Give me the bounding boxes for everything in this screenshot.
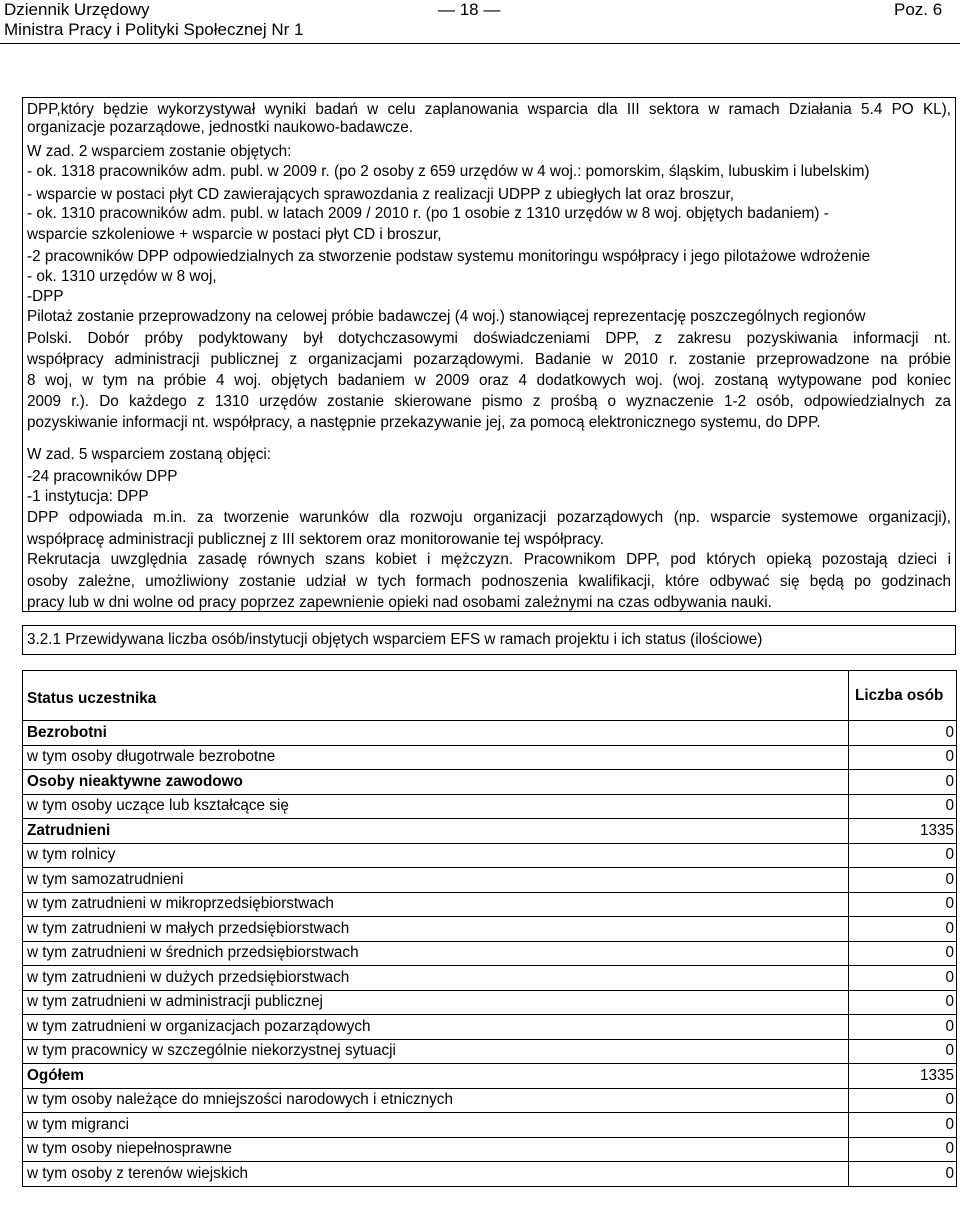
description-box [22, 97, 956, 612]
text-line: - ok. 1310 pracowników adm. publ. w latach 2009 / 2010 r. (po 1 osobie z 1310 urzędów w 8 woj. objętych badaniem) - [27, 205, 829, 222]
status-label: w tym osoby niepełnosprawne [23, 1137, 849, 1162]
text-line: -1 instytucja: DPP [27, 488, 149, 505]
text-line: 2009 r.). Do każdego z 1310 urzędów zostanie skierowane pismo z prośbą o wyznaczenie 1-2 osób, odpowiedzialnych za [27, 393, 951, 410]
table-row [23, 770, 957, 795]
table-row [23, 941, 957, 966]
table-row [23, 1162, 957, 1187]
table-row [23, 721, 957, 746]
status-count: 0 [849, 721, 957, 746]
header-count: Liczba osób [849, 671, 957, 721]
table-row [23, 990, 957, 1015]
status-count: 0 [849, 917, 957, 942]
page-number: — 18 — [438, 0, 501, 19]
status-label: w tym pracownicy w szczególnie niekorzystnej sytuacji [23, 1039, 849, 1064]
text-line: -DPP [27, 288, 64, 305]
status-label: Osoby nieaktywne zawodowo [23, 770, 849, 795]
text-line: - ok. 1310 urzędów w 8 woj, [27, 268, 217, 285]
section-caption-box [22, 625, 956, 655]
status-label: w tym osoby z terenów wiejskich [23, 1162, 849, 1187]
status-count: 0 [849, 843, 957, 868]
status-count: 1335 [849, 819, 957, 844]
status-label: w tym samozatrudnieni [23, 868, 849, 893]
position-number: Poz. 6 [894, 0, 943, 19]
table-row [23, 917, 957, 942]
status-count: 0 [849, 1137, 957, 1162]
text-line: Rekrutacja uwzględnia zasadę równych szans kobiet i mężczyzn. Pracownikom DPP, pod których opieką pozostają dzieci i [27, 551, 951, 568]
header-status: Status uczestnika [23, 671, 849, 721]
text-line: współpracy administracji publicznej z organizacjami pozarządowymi. Badanie w 2010 r. zostanie przeprowadzone na próbie [27, 351, 951, 368]
status-label: Zatrudnieni [23, 819, 849, 844]
status-label: w tym zatrudnieni w małych przedsiębiorstwach [23, 917, 849, 942]
text-line: DPP,który będzie wykorzystywał wyniki badań w celu zaplanowania wsparcia dla III sektora w ramach Działania 5.4 PO KL), [27, 101, 951, 118]
table-row [23, 1137, 957, 1162]
status-count: 0 [849, 1039, 957, 1064]
status-table [22, 670, 957, 1187]
status-count: 0 [849, 868, 957, 893]
status-count: 1335 [849, 1064, 957, 1089]
text-line: -24 pracowników DPP [27, 468, 178, 485]
table-row [23, 1039, 957, 1064]
text-line: współpracę administracji publicznej z III sektorem oraz monitorowanie tej współpracy. [27, 531, 604, 548]
status-label: Bezrobotni [23, 721, 849, 746]
status-count: 0 [849, 1113, 957, 1138]
ministry-title: Ministra Pracy i Polityki Społecznej Nr 1 [4, 20, 304, 39]
status-count: 0 [849, 1162, 957, 1187]
status-count: 0 [849, 794, 957, 819]
status-count: 0 [849, 966, 957, 991]
table-row [23, 843, 957, 868]
journal-title: Dziennik Urzędowy [4, 0, 150, 19]
status-label: w tym migranci [23, 1113, 849, 1138]
status-label: w tym osoby długotrwale bezrobotne [23, 745, 849, 770]
table-row [23, 1015, 957, 1040]
status-label: w tym zatrudnieni w mikroprzedsiębiorstwach [23, 892, 849, 917]
text-line: W zad. 5 wsparciem zostaną objęci: [27, 446, 272, 463]
text-line: wsparcie szkoleniowe + wsparcie w postaci płyt CD i broszur, [27, 226, 442, 243]
table-row [23, 1064, 957, 1089]
table-row [23, 1088, 957, 1113]
status-count: 0 [849, 770, 957, 795]
status-label: w tym rolnicy [23, 843, 849, 868]
text-line: organizacje pozarządowe, jednostki naukowo-badawcze. [27, 119, 414, 136]
status-count: 0 [849, 941, 957, 966]
text-line: W zad. 2 wsparciem zostanie objętych: [27, 143, 292, 160]
text-line: osoby zależne, umożliwiony zostanie udział w tych formach podnoszenia kwalifikacji, które odbywać się będą po godzinach [27, 573, 951, 590]
text-line: DPP odpowiada m.in. za tworzenie warunków dla rozwoju organizacji pozarządowych (np. wsparcie systemowe organizacji), [27, 509, 951, 526]
status-label: w tym zatrudnieni w organizacjach pozarządowych [23, 1015, 849, 1040]
table-row [23, 745, 957, 770]
table-header-row [23, 671, 957, 721]
table-row [23, 819, 957, 844]
status-count: 0 [849, 990, 957, 1015]
text-line: pracy lub w dni wolne od pracy poprzez zapewnienie opieki nad osobami zależnymi na czas odbywania nauki. [27, 594, 772, 611]
status-count: 0 [849, 745, 957, 770]
status-label: w tym zatrudnieni w średnich przedsiębiorstwach [23, 941, 849, 966]
status-label: Ogółem [23, 1064, 849, 1089]
text-line: - ok. 1318 pracowników adm. publ. w 2009 r. (po 2 osoby z 659 urzędów w 4 woj.: pomorskim, śląskim, lubuskim i lubelskim) [27, 163, 870, 180]
status-count: 0 [849, 1015, 957, 1040]
status-count: 0 [849, 1088, 957, 1113]
text-line: - wsparcie w postaci płyt CD zawierających sprawozdania z realizacji UDPP z ubiegłych lat oraz broszur, [27, 186, 735, 203]
table-row [23, 794, 957, 819]
table-row [23, 1113, 957, 1138]
table-row [23, 892, 957, 917]
text-line: 8 woj, w tym na próbie 4 woj. objętych badaniem w 2009 oraz 4 dodatkowych woj. (woj. zostaną wytypowane pod koniec [27, 372, 951, 389]
header-rule [0, 43, 960, 44]
status-label: w tym zatrudnieni w dużych przedsiębiorstwach [23, 966, 849, 991]
text-line: -2 pracowników DPP odpowiedzialnych za stworzenie podstaw systemu monitoringu współpracy i jego pilotażowe wdrożenie [27, 248, 871, 265]
text-line: Polski. Dobór próby podyktowany był dotychczasowymi doświadczeniami DPP, z zakresu pozyskiwania informacji nt. [27, 330, 951, 347]
text-line: Pilotaż zostanie przeprowadzony na celowej próbie badawczej (4 woj.) stanowiącej reprezentację poszczególnych regionów [27, 308, 866, 325]
status-label: w tym osoby należące do mniejszości narodowych i etnicznych [23, 1088, 849, 1113]
table-row [23, 868, 957, 893]
table-row [23, 966, 957, 991]
status-count: 0 [849, 892, 957, 917]
text-line: pozyskiwanie informacji nt. współpracy, a następnie przekazywanie jej, za pomocą elektronicznego systemu, do DPP. [27, 414, 821, 431]
section-caption: 3.2.1 Przewidywana liczba osób/instytucji objętych wsparciem EFS w ramach projektu i ich status (ilościowe) [27, 631, 763, 648]
status-label: w tym osoby uczące lub kształcące się [23, 794, 849, 819]
status-label: w tym zatrudnieni w administracji publicznej [23, 990, 849, 1015]
